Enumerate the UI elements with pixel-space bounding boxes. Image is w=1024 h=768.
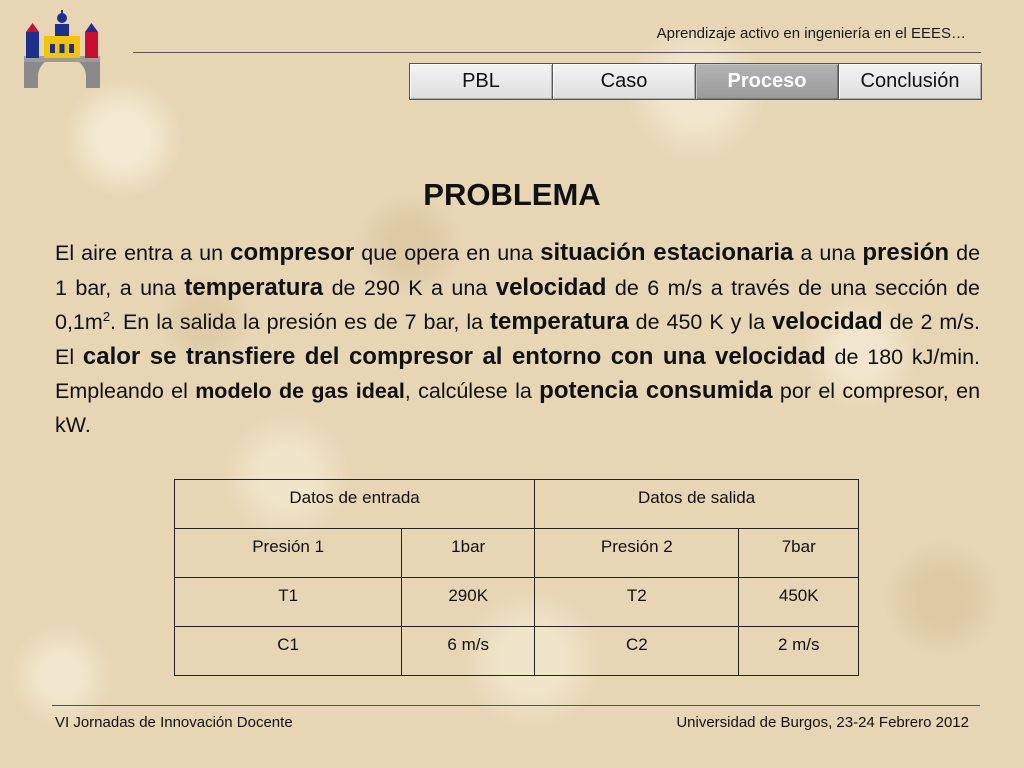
footer-event: VI Jornadas de Innovación Docente	[55, 714, 293, 731]
keyword: presión	[862, 239, 950, 266]
table-row	[175, 529, 859, 578]
table-cell: C2	[535, 627, 739, 676]
footer-venue-date: Universidad de Burgos, 23-24 Febrero 2012	[676, 714, 969, 731]
keyword: potencia consumida	[539, 377, 773, 404]
keyword: velocidad	[495, 273, 607, 301]
table-row	[175, 627, 859, 676]
problem-text: por el compresor, en kW.	[55, 379, 981, 437]
keyword: modelo de gas ideal	[195, 379, 405, 403]
university-logo-icon	[22, 10, 102, 92]
keyword: temperatura	[184, 273, 324, 301]
table-cell: T2	[535, 578, 739, 627]
table-header-cell: Datos de salida	[535, 480, 859, 529]
keyword: calor se transfiere del compresor al entorno con una velocidad	[82, 342, 826, 370]
problem-text: de 1 bar, a una	[55, 241, 981, 300]
table-cell: 2 m/s	[739, 627, 859, 676]
table-row	[175, 578, 859, 627]
table-cell: T1	[175, 578, 402, 627]
keyword: velocidad	[771, 308, 883, 335]
table-cell: 450K	[739, 578, 859, 627]
problem-text: de 6 m/s a través de una sección de 0,1m	[55, 275, 980, 334]
page-title: PROBLEMA	[423, 177, 601, 212]
data-table	[174, 479, 859, 676]
tab-conclusion[interactable]: Conclusión	[838, 63, 982, 100]
header-divider	[133, 52, 981, 53]
tab-caso[interactable]: Caso	[552, 63, 696, 100]
table-cell: Presión 2	[535, 529, 739, 578]
table-cell: 6 m/s	[402, 627, 535, 676]
footer-divider	[52, 705, 980, 706]
table-cell: 7bar	[739, 529, 859, 578]
problem-text: de 2 m/s. El	[55, 310, 981, 369]
section-tabs	[409, 63, 982, 100]
table-cell: C1	[175, 627, 402, 676]
problem-text: El aire entra a un	[55, 241, 231, 265]
problem-text: de 450 K y la	[628, 310, 772, 334]
table-cell: 290K	[402, 578, 535, 627]
keyword: compresor	[230, 239, 355, 266]
header-title: Aprendizaje activo en ingeniería en el EEES…	[656, 25, 966, 42]
problem-text: , calcúlese la	[404, 379, 540, 403]
table-header-cell: Datos de entrada	[175, 480, 535, 529]
problem-statement	[55, 236, 980, 442]
keyword: temperatura	[490, 308, 629, 335]
problem-text: que opera en una	[354, 241, 541, 265]
problem-text: . En la salida la presión es de 7 bar, la	[110, 310, 490, 334]
superscript: 2	[102, 309, 111, 324]
problem-text: de 290 K a una	[323, 275, 496, 300]
table-cell: 1bar	[402, 529, 535, 578]
tab-proceso[interactable]: Proceso	[695, 63, 839, 100]
table-header-row	[175, 480, 859, 529]
problem-text: de 180 kJ/min. Empleando el	[55, 344, 980, 403]
keyword: situación estacionaria	[540, 239, 794, 266]
tab-pbl[interactable]: PBL	[409, 63, 553, 100]
table-cell: Presión 1	[175, 529, 402, 578]
problem-text: a una	[793, 241, 863, 265]
